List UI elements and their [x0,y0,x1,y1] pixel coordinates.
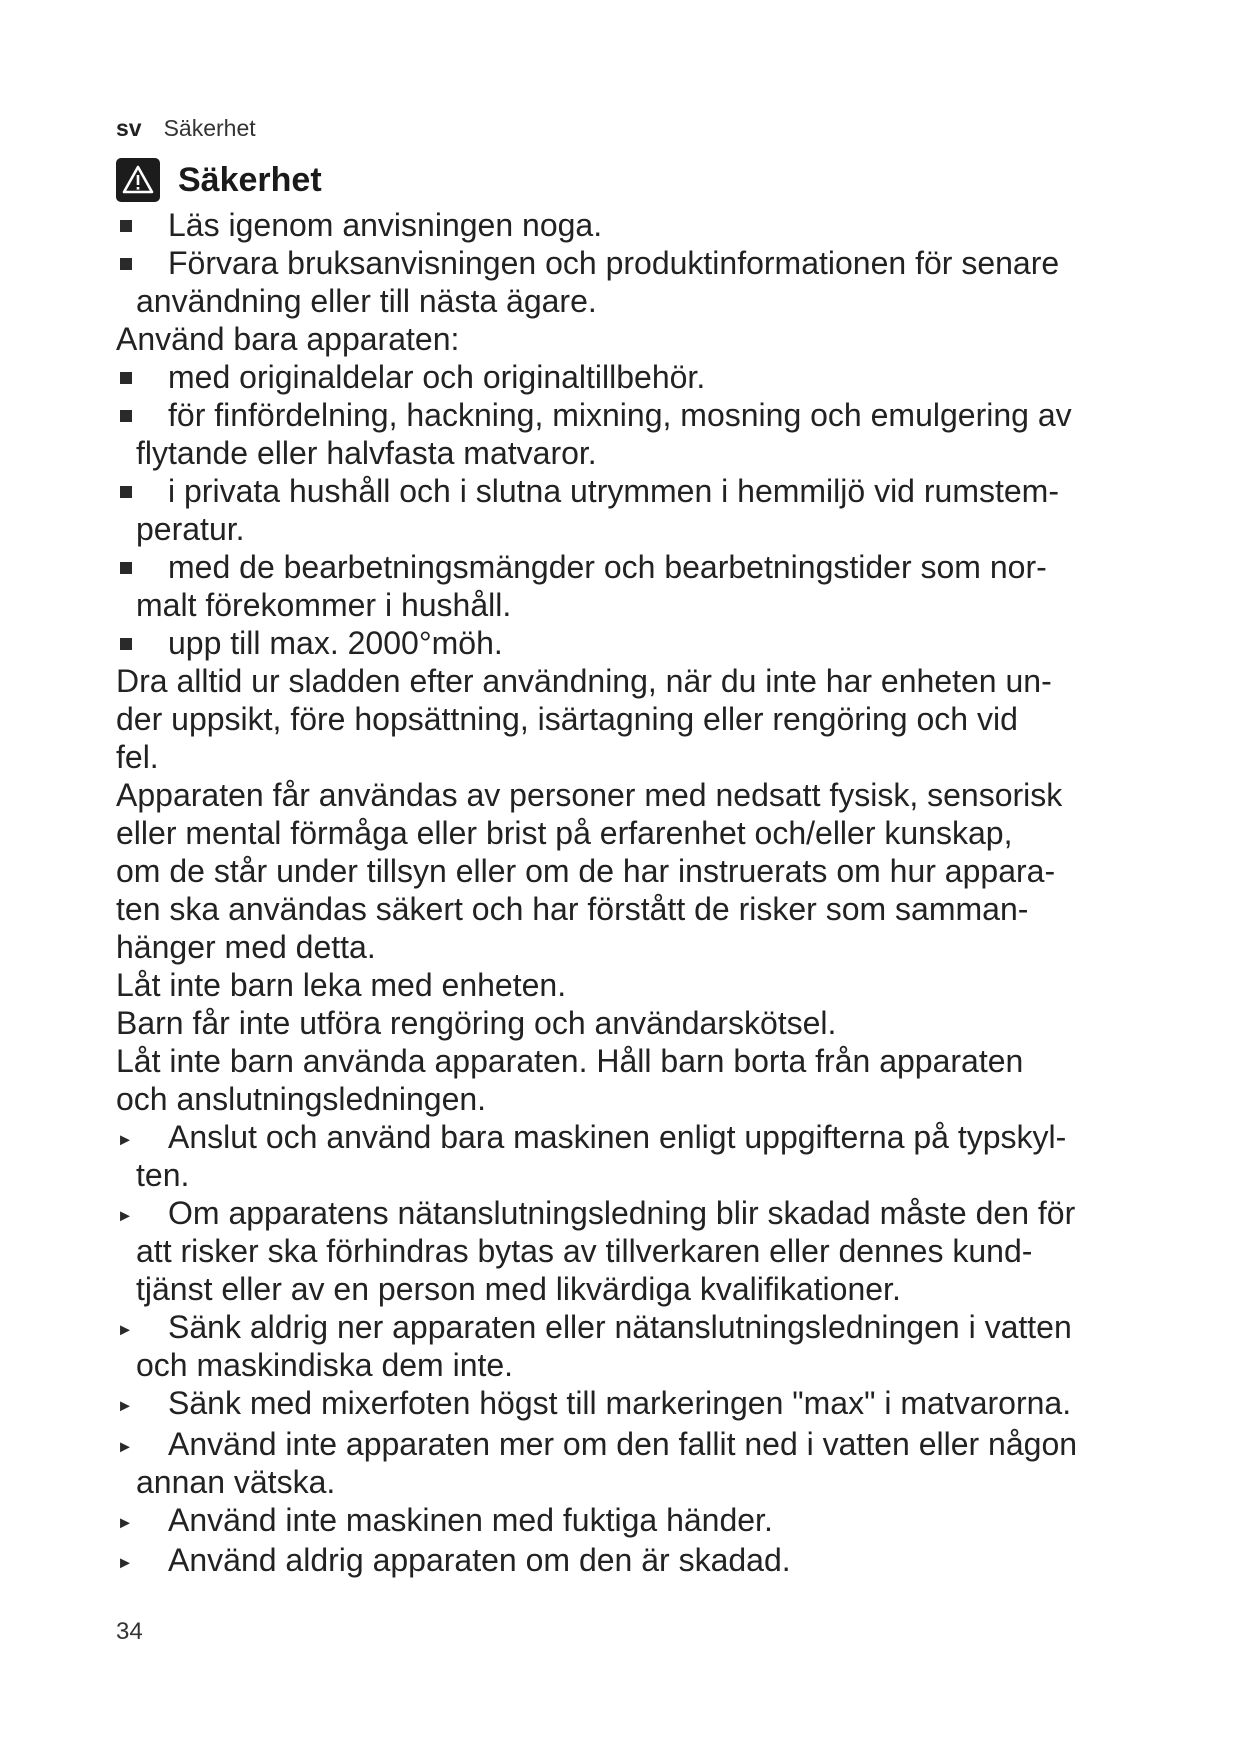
text-line: Dra alltid ur sladden efter användning, när du inte har enheten un- [116,663,1052,699]
text-line: Förvara bruksanvisningen och produktinformationen för senare [168,245,1060,281]
item-text [168,358,1156,396]
bullet-item [116,548,1156,624]
text-line: tjänst eller av en person med likvärdiga kvalifikationer. [136,1271,901,1307]
paragraph [116,320,1156,358]
bullet-item [116,396,1156,472]
text-line: med originaldelar och originaltillbehör. [168,359,706,395]
arrow-bullet-icon: ▸ [120,1435,131,1458]
text-line: för finfördelning, hackning, mixning, mosning och emulgering av [168,397,1072,433]
text-line: Använd aldrig apparaten om den är skadad. [168,1542,791,1579]
instruction-item [116,1194,1156,1308]
text-line: der uppsikt, före hopsättning, isärtagning eller rengöring och vid [116,701,1018,737]
text-line: Anslut och använd bara maskinen enligt uppgifterna på typskyl- [168,1119,1067,1155]
text-line: Läs igenom anvisningen noga. [168,207,603,243]
safety-content [116,206,1156,1582]
text-line: och anslutningsledningen. [116,1081,487,1117]
item-text [136,244,1156,320]
text-line: att risker ska förhindras bytas av tillverkaren eller dennes kund- [136,1233,1033,1269]
item-text [168,1541,1156,1582]
item-text [136,1425,1156,1501]
text-line: eller mental förmåga eller brist på erfarenhet och/eller kunskap, [116,815,1013,851]
item-text [168,1501,1156,1542]
square-bullet-icon [116,206,168,244]
bullet-item [116,244,1156,320]
section-title: Säkerhet [178,160,322,199]
bullet-item [116,624,1156,662]
item-text [136,548,1156,624]
text-line: peratur. [136,511,245,547]
item-text [136,1308,1156,1384]
bullet-item [116,358,1156,396]
text-line: annan vätska. [136,1463,336,1500]
text-line: användning eller till nästa ägare. [136,283,597,319]
item-text [136,472,1156,548]
instruction-item [116,1308,1156,1384]
text-line: ten. [136,1157,190,1193]
section-heading [116,156,1156,204]
square-bullet-icon [116,624,168,662]
text-line: Sänk med mixerfoten högst till markeringen "max" i matvarorna. [168,1385,1072,1421]
item-text [168,1384,1156,1425]
arrow-bullet-icon: ▸ [120,1204,131,1227]
text-line: Sänk aldrig ner apparaten eller nätanslutningsledningen i vatten [168,1309,1072,1345]
text-line: hänger med detta. [116,929,376,965]
instruction-item [116,1501,1156,1542]
arrow-bullet-icon: ▸ [120,1128,131,1151]
bullet-item [116,206,1156,244]
text-line: Om apparatens nätanslutningsledning blir skadad måste den för [168,1195,1076,1231]
text-line: Använd inte apparaten mer om den fallit ned i vatten eller någon [168,1425,1078,1462]
text-line: Använd bara apparaten: [116,321,460,357]
language-code: sv [116,115,142,141]
text-line: Låt inte barn använda apparaten. Håll barn borta från apparaten [116,1043,1024,1079]
text-line: fel. [116,739,159,775]
text-line: ten ska användas säkert och har förstått de risker som samman- [116,891,1029,927]
arrow-bullet-icon: ▸ [120,1318,131,1341]
paragraph [116,966,1156,1004]
text-line: Använd inte maskinen med fuktiga händer. [168,1501,773,1538]
item-text [168,624,1156,662]
arrow-bullet-icon: ▸ [120,1394,131,1417]
text-line: med de bearbetningsmängder och bearbetningstider som nor- [168,549,1047,585]
instruction-item [116,1425,1156,1501]
text-line: Barn får inte utföra rengöring och användarskötsel. [116,1005,837,1041]
paragraph [116,776,1156,966]
text-line: malt förekommer i hushåll. [136,587,512,623]
item-text [136,1194,1156,1308]
text-line: i privata hushåll och i slutna utrymmen i hemmiljö vid rumstem- [168,473,1059,509]
bullet-item [116,472,1156,548]
instruction-item [116,1118,1156,1194]
arrow-bullet-icon: ▸ [120,1551,131,1574]
paragraph [116,1042,1156,1118]
item-text [136,396,1156,472]
text-line: upp till max. 2000°möh. [168,625,503,661]
text-line: om de står under tillsyn eller om de har instruerats om hur appara- [116,853,1056,889]
page [116,112,1156,1582]
text-line: Låt inte barn leka med enheten. [116,967,567,1003]
paragraph [116,1004,1156,1042]
page-number: 34 [116,1618,143,1645]
item-text [168,206,1156,244]
instruction-item [116,1384,1156,1425]
square-bullet-icon [116,358,168,396]
paragraph [116,662,1156,776]
text-line: och maskindiska dem inte. [136,1347,514,1383]
warning-triangle-icon [116,158,160,202]
running-head [116,112,1156,144]
arrow-bullet-icon: ▸ [120,1511,131,1534]
instruction-item [116,1541,1156,1582]
section-name: Säkerhet [163,115,256,141]
text-line: flytande eller halvfasta matvaror. [136,435,597,471]
item-text [136,1118,1156,1194]
text-line: Apparaten får användas av personer med nedsatt fysisk, sensorisk [116,777,1063,813]
